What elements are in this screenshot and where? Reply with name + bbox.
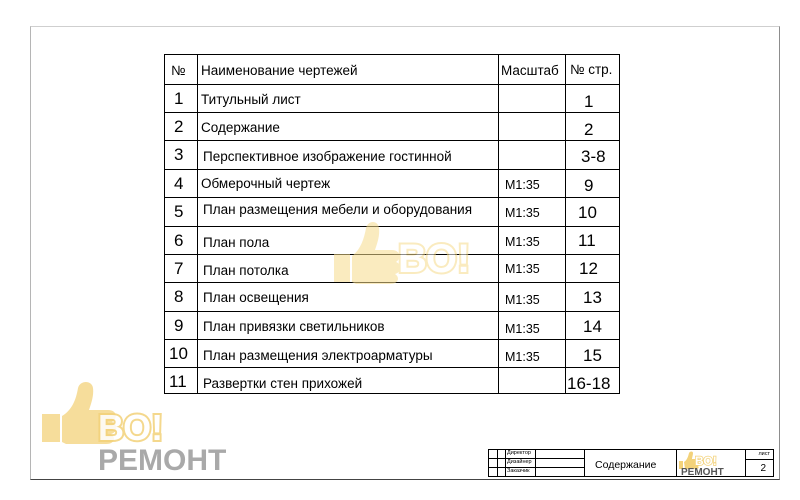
row-drawing-name: План пола [203, 235, 270, 250]
stamp-logo-sub: РЕМОНТ [681, 467, 724, 476]
row-number: 11 [169, 372, 187, 391]
row-page-number: 12 [579, 259, 598, 278]
stamp-designer-label: Дизайнер [507, 459, 532, 465]
stamp-logo-brand: ВО! [695, 454, 717, 468]
table-row [165, 367, 619, 395]
row-scale: М1:35 [505, 293, 540, 307]
header-scale: Масштаб [501, 63, 559, 78]
row-scale: М1:35 [505, 322, 540, 336]
row-scale: М1:35 [505, 350, 540, 364]
watermark-brand-text: ВО! [98, 407, 164, 448]
table-row [165, 112, 619, 140]
stamp-title: Содержание [595, 459, 657, 471]
row-scale: М1:35 [505, 178, 540, 192]
stamp-director-label: Директор [507, 450, 531, 456]
row-number: 4 [174, 174, 184, 193]
row-number: 9 [174, 316, 184, 335]
header-number: № [171, 63, 186, 78]
header-name: Наименование чертежей [201, 63, 358, 78]
header-page: № стр. [570, 62, 613, 77]
row-drawing-name: План потолка [203, 263, 289, 278]
signature-grid [489, 450, 585, 476]
table-row [165, 140, 619, 169]
row-number: 6 [174, 231, 184, 250]
row-page-number: 13 [583, 288, 602, 307]
row-page-number: 10 [578, 203, 597, 222]
row-drawing-name: Титульный лист [201, 92, 301, 107]
row-scale: М1:35 [505, 206, 540, 220]
row-page-number: 14 [583, 317, 602, 336]
row-number: 8 [174, 287, 184, 306]
row-drawing-name: План привязки светильников [203, 319, 385, 334]
title-block [488, 449, 774, 477]
row-drawing-name: Обмерочный чертеж [201, 176, 331, 191]
row-drawing-name: Содержание [201, 120, 280, 135]
row-number: 1 [174, 89, 184, 108]
row-drawing-name: План освещения [203, 290, 309, 305]
row-drawing-name: Развертки стен прихожей [203, 376, 363, 391]
row-scale: М1:35 [505, 235, 540, 249]
table-row [165, 169, 619, 197]
table-row [165, 311, 619, 339]
thumbs-up-icon [334, 222, 400, 284]
row-number: 7 [174, 259, 184, 278]
stamp-client-label: Заказчик [507, 468, 530, 474]
row-page-number: 9 [584, 176, 594, 195]
row-number: 2 [174, 117, 184, 136]
row-number: 3 [174, 145, 184, 164]
row-drawing-name: План размещения электроарматуры [203, 348, 433, 363]
table-row [165, 84, 619, 112]
row-page-number: 3-8 [581, 147, 606, 166]
row-number: 5 [174, 202, 184, 221]
row-page-number: 15 [583, 346, 602, 365]
watermark-sub-text: РЕМОНТ [98, 444, 227, 472]
row-page-number: 11 [578, 231, 596, 250]
stamp-sheet-label: лист [758, 451, 770, 457]
table-row [165, 339, 619, 367]
stamp-logo [678, 451, 744, 476]
watermark-logo-center [326, 216, 476, 288]
row-page-number: 2 [584, 120, 594, 139]
stamp-sheet-number: 2 [760, 463, 766, 474]
row-page-number: 16-18 [567, 374, 611, 393]
watermark-brand-text: ВО! [398, 237, 471, 281]
row-number: 10 [169, 344, 188, 363]
table-header-row [165, 55, 619, 84]
row-scale: М1:35 [505, 262, 540, 276]
row-page-number: 1 [584, 92, 594, 111]
row-drawing-name: План размещения мебели и оборудования [203, 202, 473, 217]
row-drawing-name: Перспективное изображение гостинной [203, 149, 452, 164]
